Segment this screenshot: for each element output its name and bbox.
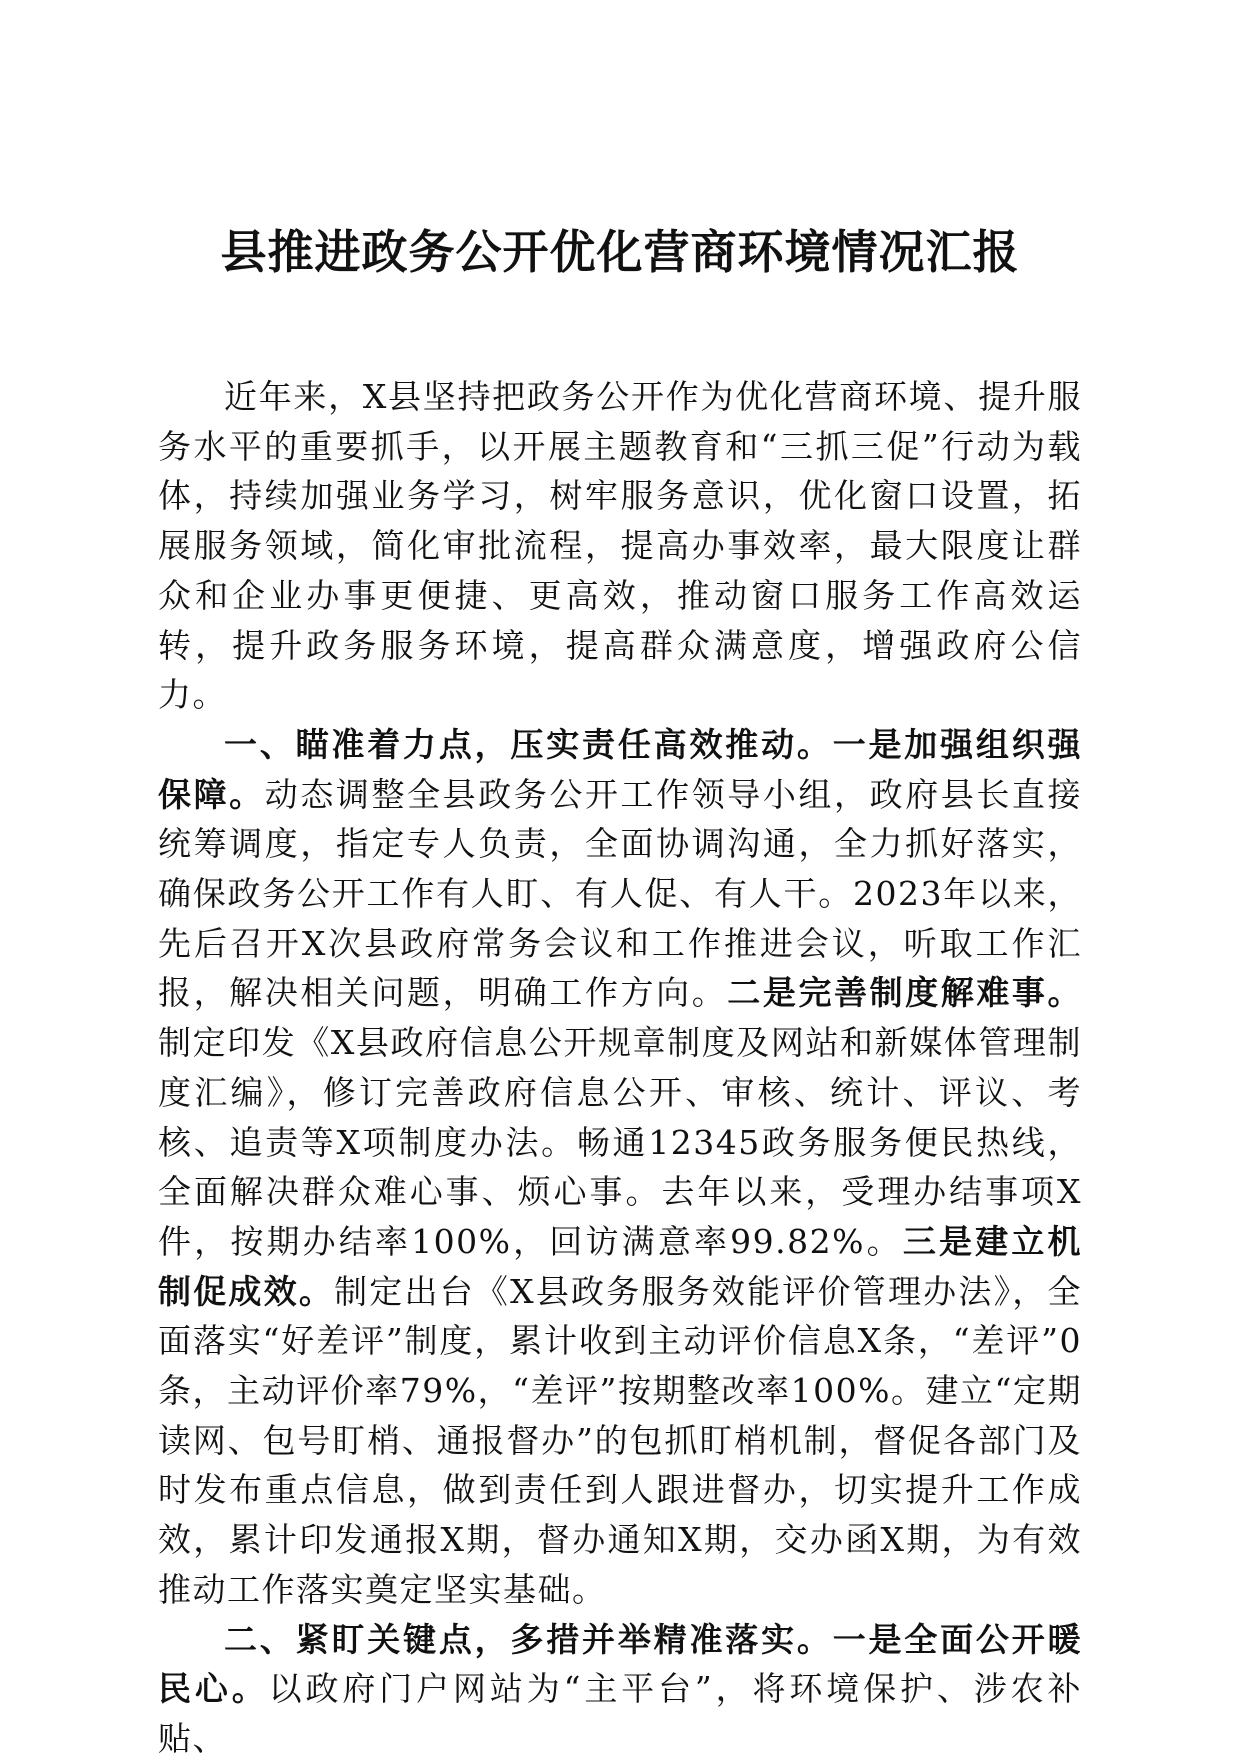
document-title: 县推进政务公开优化营商环境情况汇报 [220,225,1020,279]
section-1-point-1-text: 动态调整全县政务公开工作领导小组，政府县长直接统筹调度，指定专人负责，全面协调沟通，全力抓好落实，确保政务公开工作有人盯、有人促、有人干。2023年以来，先后召开X次县政府常务会议和工作推进会议，听取工作汇报，解决相关问题，明确工作方向。 [158,774,1083,1013]
section-2-point-1-text: 以政府门户网站为“主平台”，将环境保护、涉农补贴、 [158,1669,1083,1758]
section-1-heading: 一、瞄准着力点，压实责任高效推动。 [224,724,833,764]
intro-paragraph: 近年来，X县坚持把政务公开作为优化营商环境、提升服务水平的重要抓手，以开展主题教育和“三抓三促”行动为载体，持续加强业务学习，树牢服务意识，优化窗口设置，拓展服务领域，简化审批流程，提高办事效率，最大限度让群众和企业办事更便捷、更高效，推动窗口服务工作高效运转，提升政务服务环境，提高群众满意度，增强政府公信力。 [158,377,1082,715]
section-1-paragraph [158,720,1082,1615]
section-1-point-3-lead: 三是建立机制促成效。 [158,1221,1083,1311]
section-2-point-1-lead: 一是全面公开暖民心。 [158,1619,1083,1709]
section-1-point-2-text: 制定印发《X县政府信息公开规章制度及网站和新媒体管理制度汇编》，修订完善政府信息公开、审核、统计、评议、考核、追责等X项制度办法。畅通12345政务服务便民热线，全面解决群众难心事、烦心事。去年以来，受理办结事项X件，按期办结率100%，回访满意率99.82%。 [158,1023,1082,1261]
section-2-paragraph [158,1615,1082,1764]
section-2-heading: 二、紧盯关键点，多措并举精准落实。 [224,1619,833,1659]
document-body [158,372,1082,1764]
section-1-point-1-lead: 一是加强组织强保障。 [158,724,1083,814]
section-1-point-3-text: 制定出台《X县政务服务效能评价管理办法》，全面落实“好差评”制度，累计收到主动评价信息X条，“差评”0条，主动评价率79%，“差评”按期整改率100%。建立“定期读网、包号盯梢、通报督办”的包抓盯梢机制，督促各部门及时发布重点信息，做到责任到人跟进督办，切实提升工作成效，累计印发通报X期，督办通知X期，交办函X期，为有效推动工作落实奠定坚实基础。 [158,1271,1082,1609]
section-1-point-2-lead: 二是完善制度解难事。 [727,973,1083,1013]
